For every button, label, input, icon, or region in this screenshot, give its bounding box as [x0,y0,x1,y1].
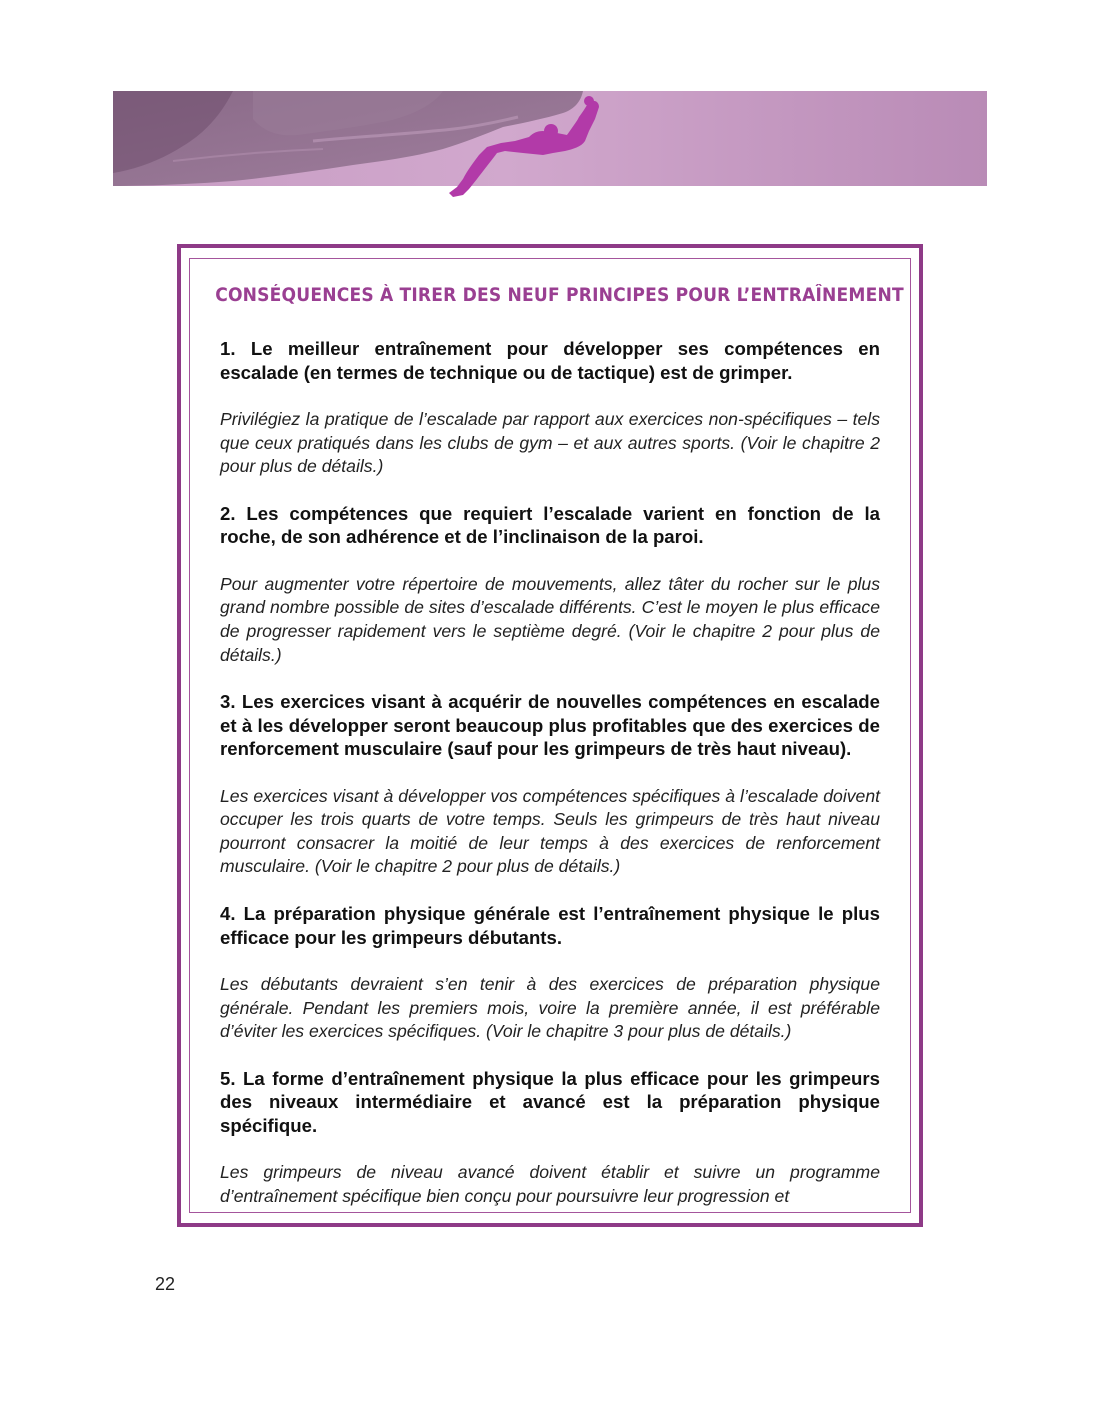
principle-heading: 2. Les compétences que requiert l’escalade varient en fonction de la roche, de son adhérence et de l’inclinaison de la paroi. [220,502,880,548]
climber-banner-illustration [113,91,987,201]
page-number: 22 [155,1274,176,1294]
principle-body: Les grimpeurs de niveau avancé doivent établir et suivre un programme d’entraînement spécifique bien conçu pour poursuivre leur progression et [220,1162,880,1206]
header-banner [113,91,987,186]
box-title: CONSÉQUENCES À TIRER DES NEUF PRINCIPES POUR L’ENTRAÎNEMENT [215,285,904,306]
principle-heading: 1. Le meilleur entraînement pour développer ses compétences en escalade (en termes de technique ou de tactique) est de grimper. [220,338,880,383]
principle-body: Privilégiez la pratique de l’escalade par rapport aux exercices non-spécifiques – tels que ceux pratiqués dans les clubs de gym – et aux autres sports. (Voir le chapitre 2 pour plus de détails.) [220,409,880,477]
principle-body: Les exercices visant à développer vos compétences spécifiques à l’escalade doivent occuper les trois quarts de votre temps. Seuls les grimpeurs de très haut niveau pourront consacrer la moitié de leur temps à des exercices de renforcement musculaire. (Voir le chapitre 2 pour plus de détails.) [220,785,880,877]
principles-list [220,337,880,1232]
principle-heading: 3. Les exercices visant à acquérir de nouvelles compétences en escalade et à les développer seront beaucoup plus profitables que des exercices de renforcement musculaire (sauf pour les grimpeurs de très haut niveau). [220,691,880,760]
principle-5 [220,1067,880,1209]
principle-1 [220,337,880,479]
principle-body: Pour augmenter votre répertoire de mouvements, allez tâter du rocher sur le plus grand nombre possible de sites d’escalade différents. C’est le moyen le plus efficace de progresser rapidement vers le septième degré. (Voir le chapitre 2 pour plus de détails.) [220,573,880,665]
principle-body: Les débutants devraient s’en tenir à des exercices de préparation physique générale. Pendant les premiers mois, voire la première année, il est préférable d’éviter les exercices spécifiques. (Voir le chapitre 3 pour plus de détails.) [220,974,880,1042]
principle-heading: 5. La forme d’entraînement physique la plus efficace pour les grimpeurs des niveaux intermédiaire et avancé est la préparation physique spécifique. [220,1067,880,1136]
principle-2 [220,502,880,667]
principle-4 [220,902,880,1044]
principle-heading: 4. La préparation physique générale est l’entraînement physique le plus efficace pour les grimpeurs débutants. [220,903,880,948]
principle-3 [220,690,880,879]
